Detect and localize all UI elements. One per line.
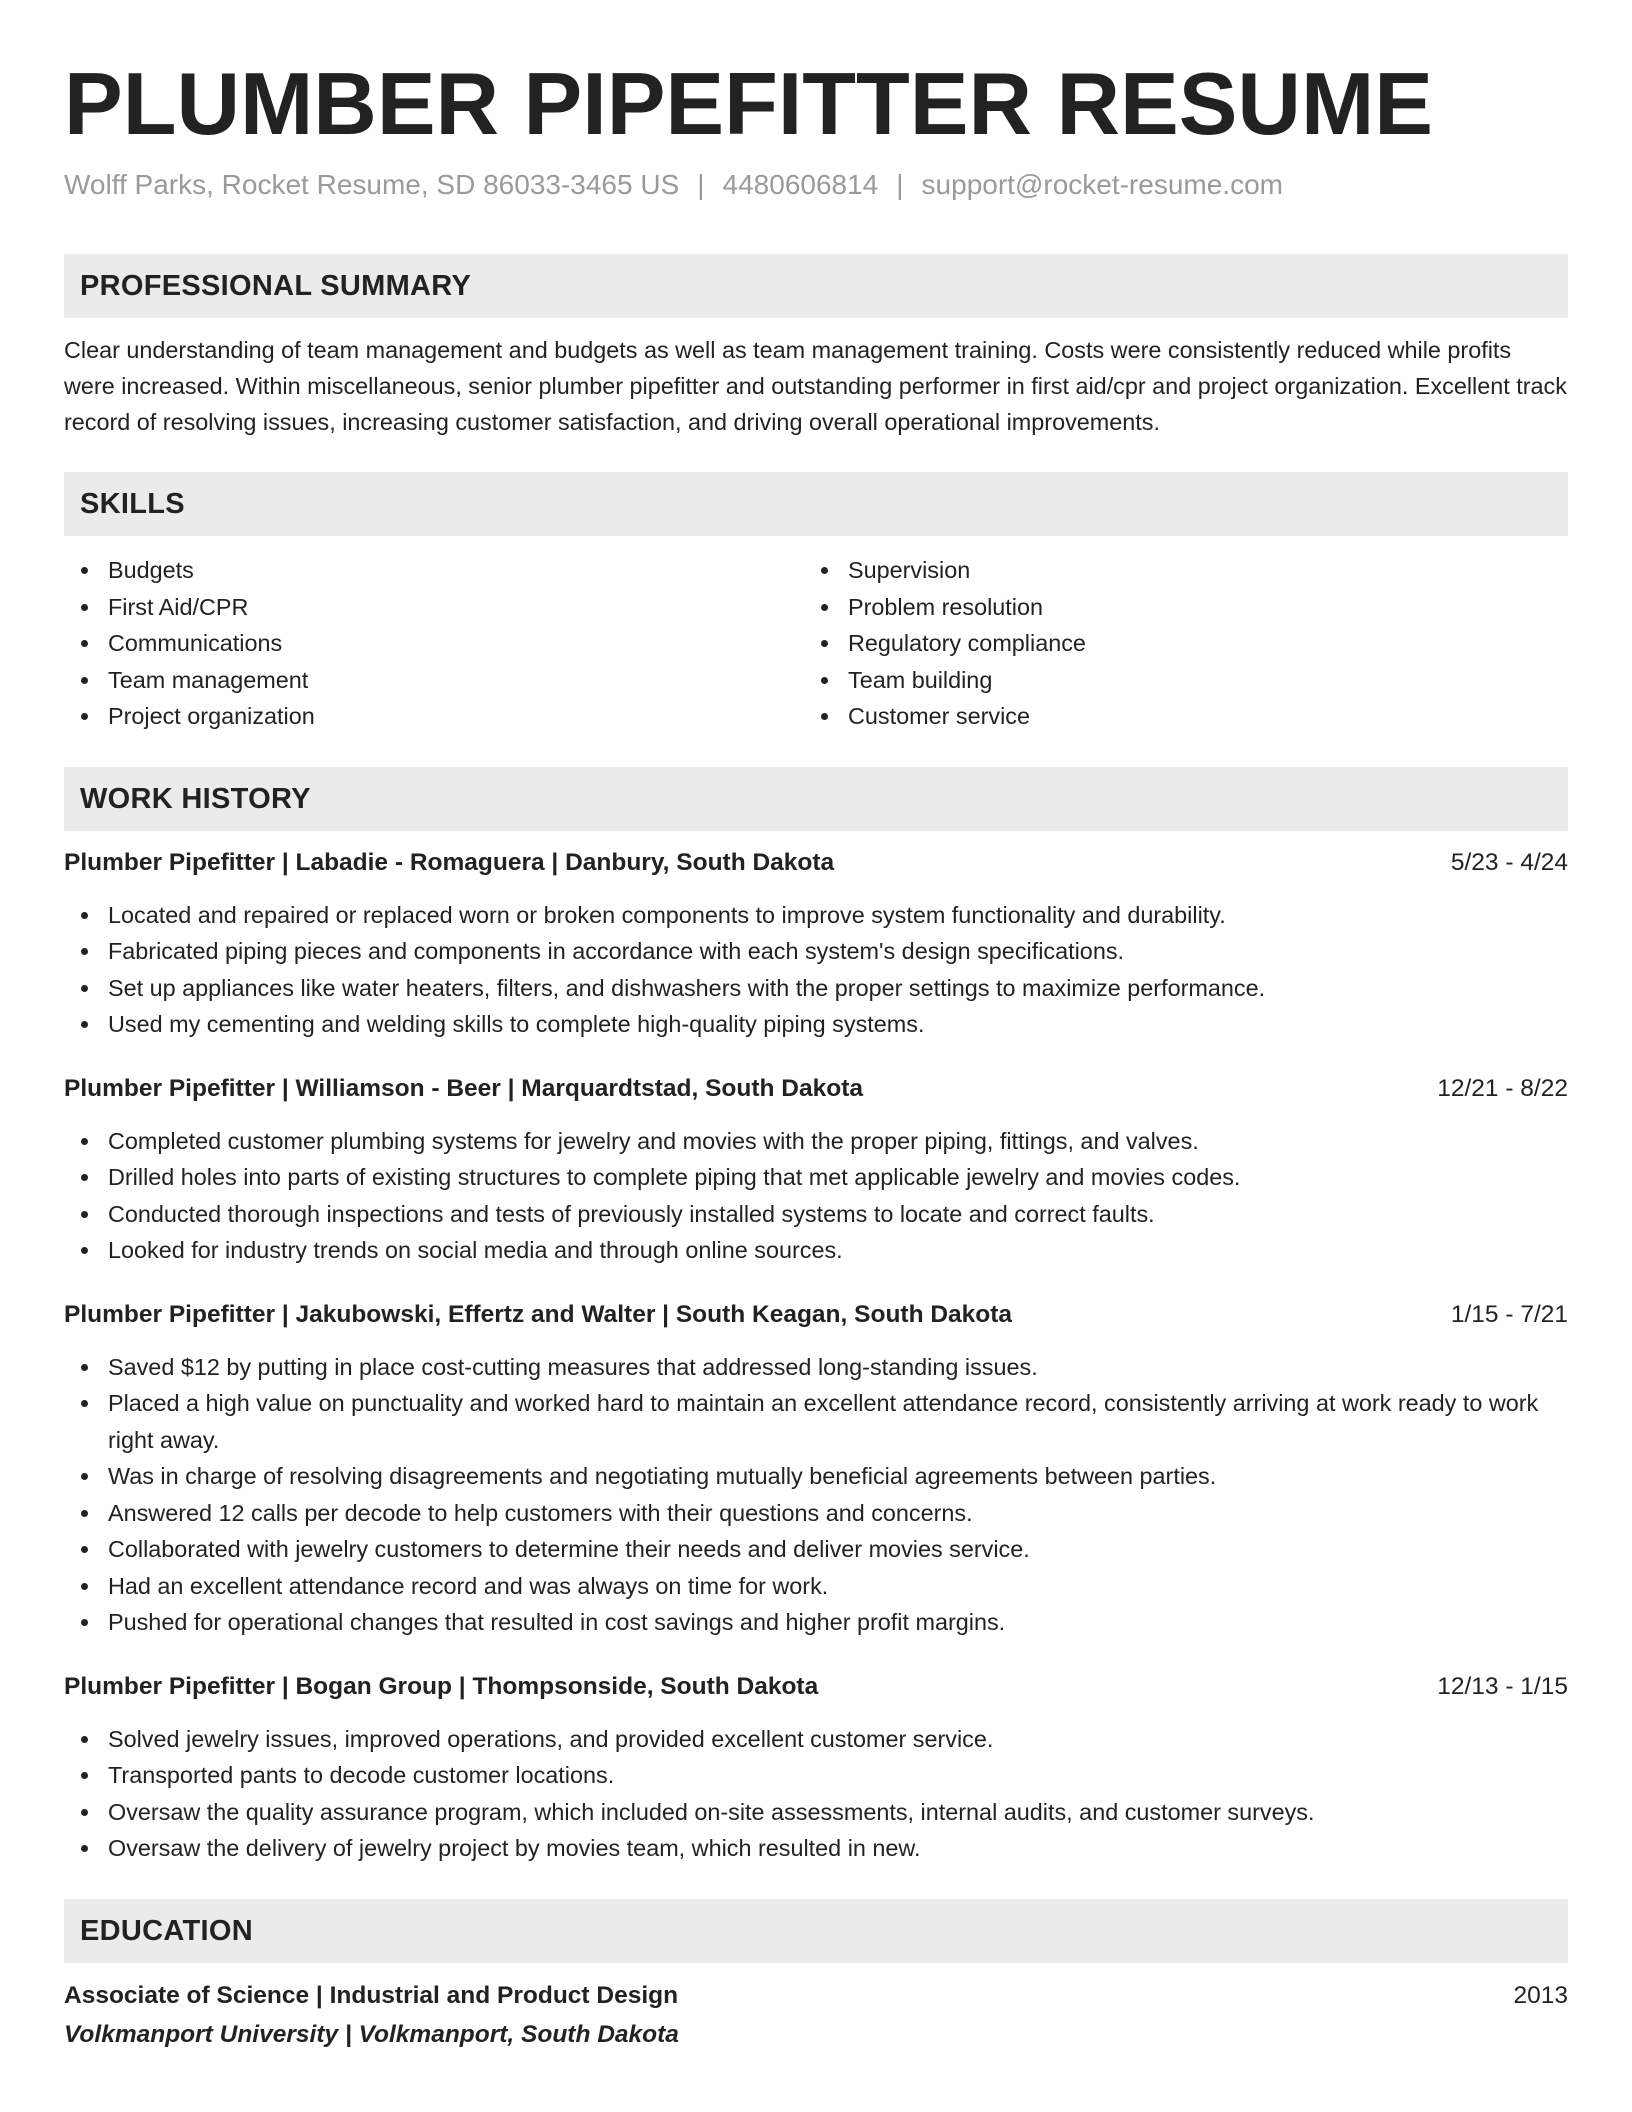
job-entry bbox=[64, 845, 1568, 1043]
skills-heading: SKILLS bbox=[64, 472, 1568, 536]
job-bullet: Conducted thorough inspections and tests of previously installed systems to locate and correct faults. bbox=[64, 1196, 1568, 1233]
skill-item: Problem resolution bbox=[804, 589, 1544, 626]
skill-item: Supervision bbox=[804, 552, 1544, 589]
contact-phone: 4480606814 bbox=[722, 169, 879, 200]
job-bullet: Collaborated with jewelry customers to determine their needs and deliver movies service. bbox=[64, 1531, 1568, 1568]
job-bullet: Transported pants to decode customer locations. bbox=[64, 1757, 1568, 1794]
job-bullet: Used my cementing and welding skills to complete high-quality piping systems. bbox=[64, 1006, 1568, 1043]
skill-item: Team building bbox=[804, 662, 1544, 699]
skills-list bbox=[64, 552, 1568, 735]
job-bullets bbox=[64, 1123, 1568, 1269]
education-school: Volkmanport University | Volkmanport, South Dakota bbox=[64, 2020, 679, 2048]
contact-address: Wolff Parks, Rocket Resume, SD 86033-3465 US bbox=[64, 169, 680, 200]
job-bullet: Located and repaired or replaced worn or broken components to improve system functionality and durability. bbox=[64, 897, 1568, 934]
skill-item: Budgets bbox=[64, 552, 804, 589]
job-bullet: Saved $12 by putting in place cost-cutting measures that addressed long-standing issues. bbox=[64, 1349, 1568, 1386]
job-bullet: Had an excellent attendance record and was always on time for work. bbox=[64, 1568, 1568, 1605]
contact-separator: | bbox=[896, 169, 904, 200]
job-bullet: Solved jewelry issues, improved operations, and provided excellent customer service. bbox=[64, 1721, 1568, 1758]
job-entry bbox=[64, 1669, 1568, 1867]
job-dates: 5/23 - 4/24 bbox=[1450, 848, 1568, 876]
job-bullet: Answered 12 calls per decode to help customers with their questions and concerns. bbox=[64, 1495, 1568, 1532]
education-entry bbox=[64, 1977, 1568, 2055]
education-year: 2013 bbox=[1513, 1981, 1568, 2009]
job-bullet: Completed customer plumbing systems for jewelry and movies with the proper piping, fittings, and valves. bbox=[64, 1123, 1568, 1160]
skills-column-left bbox=[64, 552, 804, 735]
job-header bbox=[64, 845, 1568, 881]
job-bullets bbox=[64, 1721, 1568, 1867]
summary-heading: PROFESSIONAL SUMMARY bbox=[64, 254, 1568, 318]
education-heading: EDUCATION bbox=[64, 1899, 1568, 1963]
skill-item: Communications bbox=[64, 625, 804, 662]
skills-column-right bbox=[804, 552, 1544, 735]
skill-item: Customer service bbox=[804, 698, 1544, 735]
job-bullet: Set up appliances like water heaters, filters, and dishwashers with the proper settings to maximize performance. bbox=[64, 970, 1568, 1007]
contact-line bbox=[64, 166, 1568, 204]
job-header bbox=[64, 1669, 1568, 1705]
job-bullet: Drilled holes into parts of existing structures to complete piping that met applicable jewelry and movies codes. bbox=[64, 1159, 1568, 1196]
job-bullet: Looked for industry trends on social media and through online sources. bbox=[64, 1232, 1568, 1269]
summary-text: Clear understanding of team management and budgets as well as team management training. Costs were consistently reduced while profits were increased. Within miscellaneous, senior plumber pipefitter and outstanding performer in first aid/cpr and project organization. Excellent track record of resolving issues, increasing customer satisfaction, and driving overall operational improvements. bbox=[64, 337, 1567, 435]
job-title: Plumber Pipefitter | Jakubowski, Effertz and Walter | South Keagan, South Dakota bbox=[64, 1300, 1013, 1328]
education-header bbox=[64, 1977, 1568, 2015]
job-bullets bbox=[64, 1349, 1568, 1641]
contact-separator: | bbox=[697, 169, 705, 200]
skill-item: Regulatory compliance bbox=[804, 625, 1544, 662]
job-dates: 1/15 - 7/21 bbox=[1450, 1300, 1568, 1328]
job-bullet: Pushed for operational changes that resulted in cost savings and higher profit margins. bbox=[64, 1604, 1568, 1641]
work-history-heading: WORK HISTORY bbox=[64, 767, 1568, 831]
job-title: Plumber Pipefitter | Williamson - Beer | Marquardtstad, South Dakota bbox=[64, 1074, 863, 1102]
resume-title: PLUMBER PIPEFITTER RESUME bbox=[64, 54, 1433, 153]
job-dates: 12/21 - 8/22 bbox=[1437, 1074, 1568, 1102]
job-title: Plumber Pipefitter | Bogan Group | Thompsonside, South Dakota bbox=[64, 1672, 819, 1700]
skill-item: Team management bbox=[64, 662, 804, 699]
job-entry bbox=[64, 1071, 1568, 1269]
job-title: Plumber Pipefitter | Labadie - Romaguera | Danbury, South Dakota bbox=[64, 848, 835, 876]
job-bullet: Fabricated piping pieces and components in accordance with each system's design specifications. bbox=[64, 933, 1568, 970]
job-entry bbox=[64, 1297, 1568, 1641]
job-bullet: Placed a high value on punctuality and worked hard to maintain an excellent attendance record, consistently arriving at work ready to work right away. bbox=[64, 1385, 1568, 1458]
skill-item: Project organization bbox=[64, 698, 804, 735]
job-bullet: Oversaw the delivery of jewelry project by movies team, which resulted in new. bbox=[64, 1830, 1568, 1867]
job-bullets bbox=[64, 897, 1568, 1043]
contact-email: support@rocket-resume.com bbox=[921, 169, 1283, 200]
job-dates: 12/13 - 1/15 bbox=[1437, 1672, 1568, 1700]
job-bullet: Oversaw the quality assurance program, which included on-site assessments, internal audits, and customer surveys. bbox=[64, 1794, 1568, 1831]
job-bullet: Was in charge of resolving disagreements and negotiating mutually beneficial agreements between parties. bbox=[64, 1458, 1568, 1495]
job-header bbox=[64, 1297, 1568, 1333]
education-degree: Associate of Science | Industrial and Product Design bbox=[64, 1981, 679, 2009]
skill-item: First Aid/CPR bbox=[64, 589, 804, 626]
job-header bbox=[64, 1071, 1568, 1107]
